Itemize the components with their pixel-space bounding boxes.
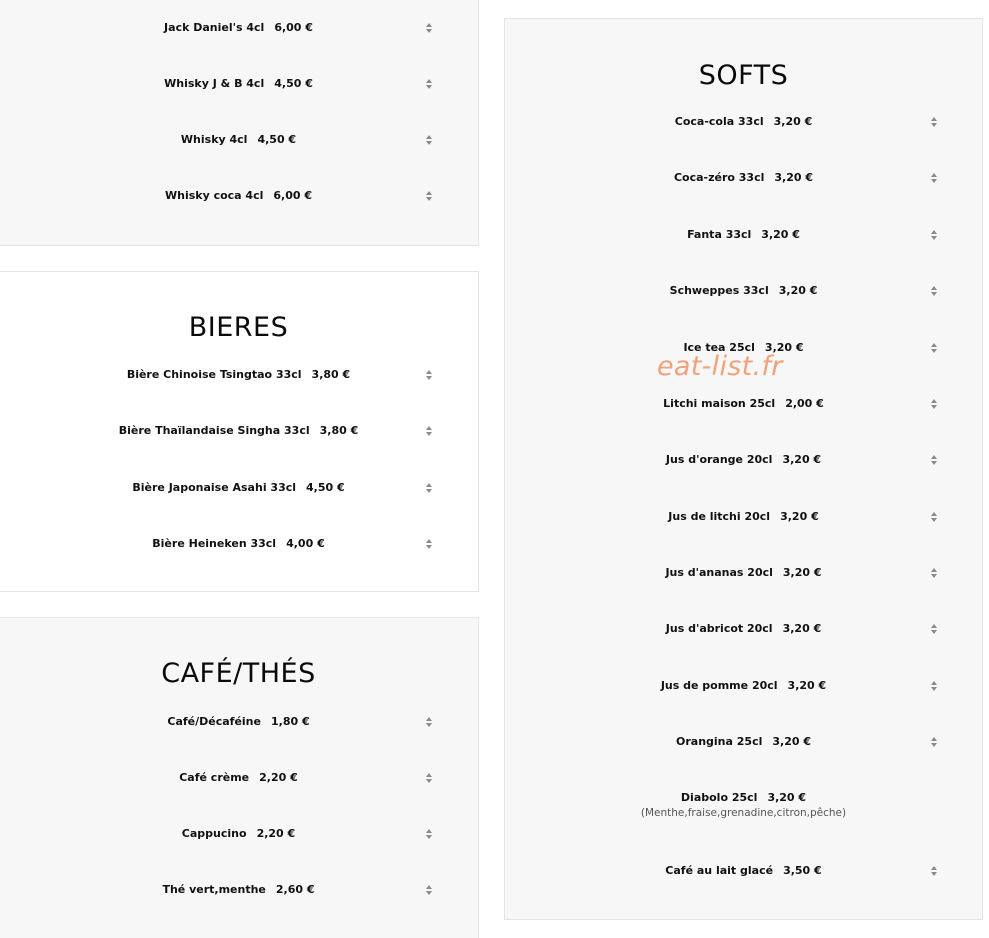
- section-title: BIERES: [188, 312, 289, 343]
- quantity-stepper[interactable]: [929, 735, 938, 749]
- arrow-down-icon[interactable]: [426, 545, 432, 549]
- item-price: 3,20 €: [787, 679, 827, 692]
- menu-item: [505, 171, 982, 185]
- arrow-up-icon[interactable]: [931, 737, 937, 741]
- item-name: Jus d'abricot 20cl: [665, 622, 773, 635]
- softs-card: [504, 18, 983, 920]
- arrow-up-icon[interactable]: [931, 399, 937, 403]
- item-name: Coca-cola 33cl: [674, 115, 764, 128]
- arrow-down-icon[interactable]: [426, 29, 432, 33]
- section-title: CAFÉ/THÉS: [161, 658, 316, 689]
- menu-item: [505, 510, 982, 524]
- item-name: Bière Thaïlandaise Singha 33cl: [118, 424, 310, 437]
- quantity-stepper[interactable]: [929, 566, 938, 580]
- item-price: 3,20 €: [772, 735, 811, 748]
- item-price: 3,20 €: [774, 171, 814, 184]
- item-name: Coca-zéro 33cl: [673, 171, 765, 184]
- menu-item: [505, 453, 982, 467]
- quantity-stepper[interactable]: [424, 883, 433, 897]
- quantity-stepper[interactable]: [929, 397, 938, 411]
- menu-item: [0, 368, 478, 382]
- item-name: Whisky 4cl: [180, 133, 248, 146]
- quantity-stepper[interactable]: [424, 77, 433, 91]
- arrow-down-icon[interactable]: [931, 236, 937, 240]
- watermark-text: eat-list.fr: [657, 351, 783, 382]
- menu-item: [505, 566, 982, 580]
- menu-item: [0, 21, 478, 35]
- quantity-stepper[interactable]: [424, 133, 433, 147]
- bieres-card: [0, 271, 479, 592]
- arrow-down-icon[interactable]: [426, 376, 432, 380]
- menu-item: [505, 284, 982, 298]
- item-name: Fanta 33cl: [687, 228, 752, 241]
- quantity-stepper[interactable]: [929, 341, 938, 355]
- arrow-down-icon[interactable]: [426, 432, 432, 436]
- arrow-up-icon[interactable]: [931, 455, 937, 459]
- arrow-down-icon[interactable]: [931, 461, 937, 465]
- arrow-down-icon[interactable]: [931, 872, 937, 876]
- item-name: Café crème: [179, 771, 250, 784]
- arrow-up-icon[interactable]: [931, 681, 937, 685]
- item-price: 3,20 €: [780, 510, 819, 523]
- arrow-down-icon[interactable]: [426, 835, 432, 839]
- arrow-down-icon[interactable]: [426, 197, 432, 201]
- menu-item: [0, 424, 478, 438]
- arrow-down-icon[interactable]: [931, 518, 937, 522]
- menu-item: [0, 133, 478, 147]
- quantity-stepper[interactable]: [424, 368, 433, 382]
- arrow-up-icon[interactable]: [426, 773, 432, 777]
- arrow-down-icon[interactable]: [931, 574, 937, 578]
- quantity-stepper[interactable]: [929, 228, 938, 242]
- quantity-stepper[interactable]: [929, 864, 938, 878]
- quantity-stepper[interactable]: [424, 21, 433, 35]
- item-name: Whisky J & B 4cl: [164, 77, 265, 90]
- arrow-down-icon[interactable]: [931, 405, 937, 409]
- whisky-card: [0, 0, 479, 246]
- arrow-down-icon[interactable]: [426, 141, 432, 145]
- menu-item: [505, 735, 982, 749]
- menu-item: [0, 827, 478, 841]
- item-name: Bière Chinoise Tsingtao 33cl: [126, 368, 302, 381]
- arrow-down-icon[interactable]: [426, 723, 432, 727]
- arrow-up-icon[interactable]: [931, 343, 937, 347]
- quantity-stepper[interactable]: [929, 510, 938, 524]
- arrow-down-icon[interactable]: [426, 489, 432, 493]
- item-price: 1,80 €: [270, 715, 310, 728]
- arrow-up-icon[interactable]: [931, 173, 937, 177]
- menu-item: [505, 791, 982, 820]
- menu-item: [505, 679, 982, 693]
- arrow-down-icon[interactable]: [426, 779, 432, 783]
- arrow-up-icon[interactable]: [426, 23, 432, 27]
- item-price: 3,80 €: [311, 368, 351, 381]
- item-name: Whisky coca 4cl: [164, 189, 264, 202]
- quantity-stepper[interactable]: [424, 424, 433, 438]
- arrow-down-icon[interactable]: [931, 179, 937, 183]
- item-name: Thé vert,menthe: [162, 883, 266, 896]
- quantity-stepper[interactable]: [424, 715, 433, 729]
- quantity-stepper[interactable]: [929, 284, 938, 298]
- menu-item: [0, 715, 478, 729]
- item-price: 2,20 €: [259, 771, 298, 784]
- item-name: Jus de litchi 20cl: [668, 510, 771, 523]
- quantity-stepper[interactable]: [929, 679, 938, 693]
- item-name: Jus d'orange 20cl: [665, 453, 773, 466]
- item-price: 4,50 €: [274, 77, 313, 90]
- arrow-up-icon[interactable]: [931, 568, 937, 572]
- arrow-up-icon[interactable]: [931, 866, 937, 870]
- arrow-up-icon[interactable]: [426, 79, 432, 83]
- quantity-stepper[interactable]: [424, 537, 433, 551]
- arrow-up-icon[interactable]: [931, 230, 937, 234]
- arrow-down-icon[interactable]: [931, 630, 937, 634]
- item-name: Cappucino: [181, 827, 247, 840]
- arrow-up-icon[interactable]: [931, 624, 937, 628]
- menu-item: [0, 771, 478, 785]
- item-price: 2,00 €: [785, 397, 824, 410]
- arrow-up-icon[interactable]: [931, 286, 937, 290]
- item-price: 3,80 €: [319, 424, 359, 437]
- item-price: 3,20 €: [767, 791, 807, 804]
- menu-item: [0, 77, 478, 91]
- item-price: 3,20 €: [782, 453, 822, 466]
- arrow-up-icon[interactable]: [931, 512, 937, 516]
- item-price: 3,50 €: [783, 864, 822, 877]
- arrow-up-icon[interactable]: [426, 135, 432, 139]
- arrow-up-icon[interactable]: [931, 117, 937, 121]
- item-price: 3,20 €: [782, 622, 822, 635]
- arrow-up-icon[interactable]: [426, 885, 432, 889]
- item-price: 4,50 €: [257, 133, 297, 146]
- arrow-down-icon[interactable]: [931, 687, 937, 691]
- arrow-up-icon[interactable]: [426, 426, 432, 430]
- item-price: 4,00 €: [286, 537, 325, 550]
- item-price: 2,20 €: [256, 827, 296, 840]
- arrow-up-icon[interactable]: [426, 539, 432, 543]
- item-name: Ice tea 25cl: [683, 341, 755, 354]
- item-name: Jus de pomme 20cl: [660, 679, 778, 692]
- quantity-stepper[interactable]: [929, 171, 938, 185]
- item-name: Bière Japonaise Asahi 33cl: [132, 481, 297, 494]
- arrow-down-icon[interactable]: [426, 85, 432, 89]
- item-name: Jack Daniel's 4cl: [164, 21, 265, 34]
- item-name: Diabolo 25cl: [680, 791, 758, 804]
- arrow-down-icon[interactable]: [931, 123, 937, 127]
- quantity-stepper[interactable]: [929, 622, 938, 636]
- item-price: 6,00 €: [273, 189, 313, 202]
- item-name: Jus d'ananas 20cl: [665, 566, 773, 579]
- menu-item: [505, 228, 982, 242]
- arrow-up-icon[interactable]: [426, 717, 432, 721]
- item-price: 2,60 €: [275, 883, 315, 896]
- menu-item: [505, 622, 982, 636]
- item-price: 6,00 €: [274, 21, 313, 34]
- arrow-up-icon[interactable]: [426, 370, 432, 374]
- quantity-stepper[interactable]: [424, 189, 433, 203]
- menu-item: [0, 189, 478, 203]
- item-note: (Menthe,fraise,grenadine,citron,pêche): [640, 807, 847, 819]
- menu-item: [0, 883, 478, 897]
- item-name: Schweppes 33cl: [669, 284, 769, 297]
- item-name: Litchi maison 25cl: [663, 397, 776, 410]
- quantity-stepper[interactable]: [424, 827, 433, 841]
- item-name: Café/Décaféine: [167, 715, 261, 728]
- item-price: 3,20 €: [764, 341, 804, 354]
- quantity-stepper[interactable]: [424, 771, 433, 785]
- item-price: 3,20 €: [761, 228, 800, 241]
- item-price: 3,20 €: [778, 284, 818, 297]
- menu-item: [505, 397, 982, 411]
- cafe-thes-card: [0, 617, 479, 938]
- item-name: Orangina 25cl: [676, 735, 763, 748]
- arrow-down-icon[interactable]: [426, 891, 432, 895]
- arrow-down-icon[interactable]: [931, 292, 937, 296]
- menu-item: [505, 115, 982, 129]
- item-name: Café au lait glacé: [665, 864, 774, 877]
- quantity-stepper[interactable]: [929, 115, 938, 129]
- menu-item: [0, 537, 478, 551]
- quantity-stepper[interactable]: [929, 453, 938, 467]
- quantity-stepper[interactable]: [424, 481, 433, 495]
- item-price: 4,50 €: [306, 481, 345, 494]
- arrow-up-icon[interactable]: [426, 191, 432, 195]
- arrow-down-icon[interactable]: [931, 743, 937, 747]
- item-price: 3,20 €: [782, 566, 822, 579]
- arrow-down-icon[interactable]: [931, 349, 937, 353]
- item-price: 3,20 €: [773, 115, 813, 128]
- menu-item: [0, 481, 478, 495]
- arrow-up-icon[interactable]: [426, 829, 432, 833]
- menu-item: [505, 864, 982, 878]
- item-name: Bière Heineken 33cl: [152, 537, 277, 550]
- arrow-up-icon[interactable]: [426, 483, 432, 487]
- section-title: SOFTS: [698, 60, 789, 91]
